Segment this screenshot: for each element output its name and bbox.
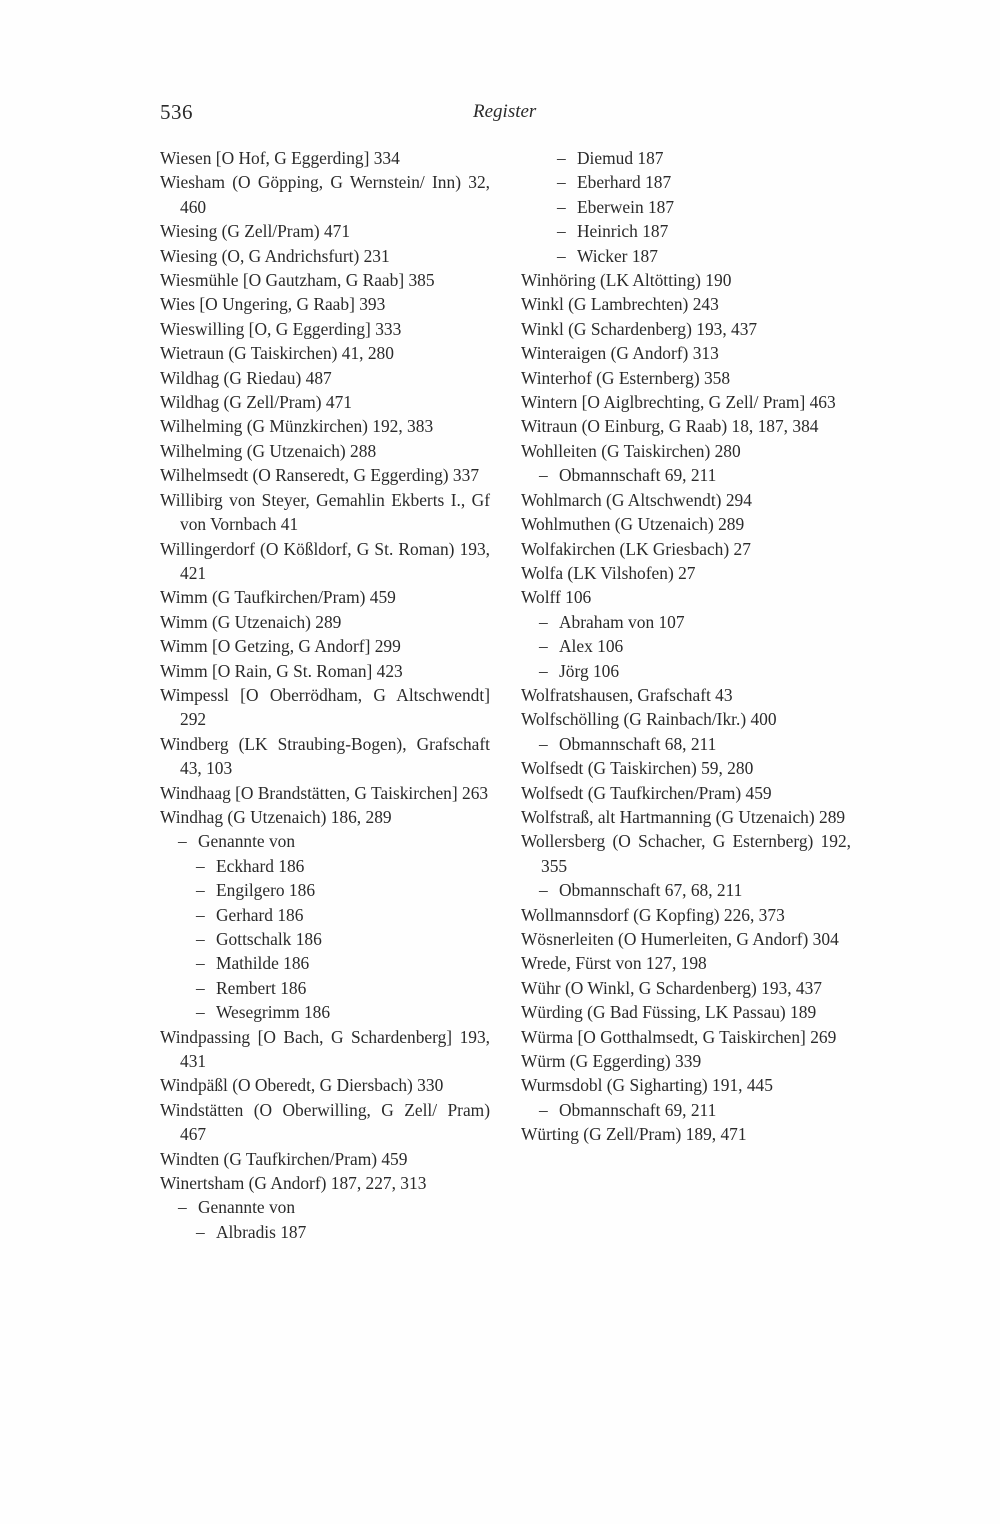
subentry-dash: – <box>539 465 548 486</box>
register-subentry <box>521 219 851 243</box>
entry-text: Wolfschölling (G Rainbach/Ikr.) 400 <box>521 709 777 730</box>
entry-text: Genannte von <box>198 831 296 852</box>
register-subentry <box>521 732 851 756</box>
register-subentry <box>521 195 851 219</box>
entry-text: Wühr (O Winkl, G Schardenberg) 193, 437 <box>521 977 822 998</box>
register-entry <box>521 1049 851 1073</box>
entry-text: Wiesen [O Hof, G Eggerding] 334 <box>160 148 400 168</box>
register-entry <box>160 317 490 341</box>
entry-text: Wösnerleiten (O Humerleiten, G Andorf) 304 <box>521 929 839 949</box>
register-entry <box>160 585 490 609</box>
register-subentry <box>160 1195 490 1219</box>
register-entry <box>521 317 851 341</box>
register-entry <box>521 805 851 829</box>
register-entry <box>521 1122 851 1146</box>
entry-text: Genannte von <box>198 1197 296 1218</box>
entry-text: Eckhard 186 <box>216 855 305 876</box>
entry-text: Alex 106 <box>559 636 624 657</box>
entry-text: Wurmsdobl (G Sigharting) 191, 445 <box>521 1075 773 1096</box>
register-entry <box>521 366 851 390</box>
register-entry <box>521 1073 851 1097</box>
entry-text: Wilhelmsedt (O Ranseredt, G Eggerding) 337 <box>160 465 480 486</box>
register-subentry <box>160 903 490 927</box>
register-subentry <box>160 927 490 951</box>
register-entry <box>160 659 490 683</box>
entry-text: Wilhelming (G Utzenaich) 288 <box>160 440 377 461</box>
subentry-dash: – <box>557 148 566 168</box>
subentry-dash: – <box>196 880 205 901</box>
entry-text: Abraham von 107 <box>559 611 685 632</box>
subentry-dash: – <box>196 977 205 998</box>
register-column-right <box>521 146 851 1147</box>
register-subentry <box>160 1000 490 1024</box>
entry-text: Winkl (G Lambrechten) 243 <box>521 294 719 315</box>
register-entry <box>521 707 851 731</box>
entry-text: Winkl (G Schardenberg) 193, 437 <box>521 318 758 339</box>
register-entry <box>521 903 851 927</box>
entry-text: Wolfsedt (G Taufkirchen/Pram) 459 <box>521 782 772 803</box>
register-entry <box>160 488 490 537</box>
entry-text: Eberwein 187 <box>577 196 675 217</box>
entry-text: Mathilde 186 <box>216 953 310 974</box>
entry-text: Wietraun (G Taiskirchen) 41, 280 <box>160 343 394 364</box>
entry-text: Winertsham (G Andorf) 187, 227, 313 <box>160 1173 427 1194</box>
register-entry <box>160 805 490 829</box>
entry-text: Wolfstraß, alt Hartmanning (G Utzenaich) 289 <box>521 806 846 827</box>
page-number: 536 <box>160 100 193 124</box>
subentry-dash: – <box>196 1221 205 1242</box>
entry-text: Wimm [O Rain, G St. Roman] 423 <box>160 660 403 681</box>
register-entry <box>160 341 490 365</box>
entry-text: Wohlmarch (G Altschwendt) 294 <box>521 489 752 510</box>
register-entry <box>521 1000 851 1024</box>
register-entry <box>160 414 490 438</box>
subentry-dash: – <box>178 831 187 852</box>
subentry-dash: – <box>557 245 566 266</box>
subentry-dash: – <box>196 855 205 876</box>
register-subentry <box>160 829 490 853</box>
entry-text: Winhöring (LK Altötting) 190 <box>521 270 732 291</box>
entry-text: Würding (G Bad Füssing, LK Passau) 189 <box>521 1002 817 1023</box>
register-subentry <box>160 878 490 902</box>
entry-text: Würm (G Eggerding) 339 <box>521 1051 702 1072</box>
entry-text: Wrede, Fürst von 127, 198 <box>521 953 707 974</box>
register-entry <box>160 610 490 634</box>
entry-text: Windberg (LK Straubing-Bogen), Grafschaft 43, 103 <box>160 733 490 779</box>
register-entry <box>160 634 490 658</box>
register-subentry <box>160 976 490 1000</box>
entry-text: Winterhof (G Esternberg) 358 <box>521 367 731 388</box>
entry-text: Willibirg von Steyer, Gemahlin Ekberts I., Gf von Vornbach 41 <box>160 489 490 535</box>
entry-text: Wieswilling [O, G Eggerding] 333 <box>160 318 402 339</box>
subentry-dash: – <box>196 929 205 949</box>
register-entry <box>160 390 490 414</box>
subentry-dash: – <box>557 221 566 242</box>
register-entry <box>160 1147 490 1171</box>
entry-text: Wollmannsdorf (G Kopfing) 226, 373 <box>521 904 785 925</box>
entry-text: Obmannschaft 69, 211 <box>559 465 717 486</box>
entry-text: Windten (G Taufkirchen/Pram) 459 <box>160 1148 408 1169</box>
register-entry <box>521 927 851 951</box>
subentry-dash: – <box>178 1197 187 1218</box>
entry-text: Wilhelming (G Münzkirchen) 192, 383 <box>160 416 434 437</box>
register-subentry <box>521 634 851 658</box>
entry-text: Gottschalk 186 <box>216 929 322 949</box>
register-entry <box>160 439 490 463</box>
register-entry <box>160 146 490 170</box>
entry-text: Albradis 187 <box>216 1221 307 1242</box>
register-column-left <box>160 146 490 1244</box>
running-head: Register <box>473 101 537 122</box>
entry-text: Winteraigen (G Andorf) 313 <box>521 343 719 364</box>
entry-text: Wolfratshausen, Grafschaft 43 <box>521 684 733 705</box>
register-subentry <box>521 659 851 683</box>
register-entry <box>521 537 851 561</box>
entry-text: Wolfakirchen (LK Griesbach) 27 <box>521 538 751 559</box>
entry-text: Wohlleiten (G Taiskirchen) 280 <box>521 440 741 461</box>
entry-text: Heinrich 187 <box>577 221 669 242</box>
entry-text: Obmannschaft 68, 211 <box>559 733 717 754</box>
register-entry <box>160 683 490 732</box>
entry-text: Windpassing [O Bach, G Schardenberg] 193, 431 <box>160 1026 490 1072</box>
entry-text: Wolff 106 <box>521 587 592 608</box>
entry-text: Windhag (G Utzenaich) 186, 289 <box>160 806 392 827</box>
register-entry <box>160 292 490 316</box>
register-subentry <box>521 244 851 268</box>
entry-text: Wesegrimm 186 <box>216 1002 331 1023</box>
entry-text: Würma [O Gotthalmsedt, G Taiskirchen] 269 <box>521 1026 837 1047</box>
subentry-dash: – <box>196 1002 205 1023</box>
entry-text: Wolfsedt (G Taiskirchen) 59, 280 <box>521 758 754 779</box>
entry-text: Windhaag [O Brandstätten, G Taiskirchen] 263 <box>160 782 489 803</box>
register-entry <box>521 756 851 780</box>
register-entry <box>521 268 851 292</box>
register-entry <box>521 1025 851 1049</box>
entry-text: Witraun (O Einburg, G Raab) 18, 187, 384 <box>521 416 819 437</box>
register-subentry <box>521 610 851 634</box>
register-entry <box>521 414 851 438</box>
subentry-dash: – <box>539 660 548 681</box>
subentry-dash: – <box>196 953 205 974</box>
entry-text: Obmannschaft 67, 68, 211 <box>559 880 743 901</box>
entry-text: Wimm (G Taufkirchen/Pram) 459 <box>160 587 396 608</box>
register-entry <box>160 1098 490 1147</box>
register-entry <box>521 829 851 878</box>
entry-text: Wiesmühle [O Gautzham, G Raab] 385 <box>160 270 435 291</box>
subentry-dash: – <box>557 196 566 217</box>
entry-text: Wolfa (LK Vilshofen) 27 <box>521 562 696 583</box>
entry-text: Wiesing (O, G Andrichsfurt) 231 <box>160 245 390 266</box>
register-entry <box>521 561 851 585</box>
entry-text: Windpäßl (O Oberedt, G Diersbach) 330 <box>160 1075 444 1096</box>
register-entry <box>521 341 851 365</box>
register-entry <box>521 781 851 805</box>
register-entry <box>521 512 851 536</box>
register-subentry <box>160 854 490 878</box>
register-entry <box>160 366 490 390</box>
entry-text: Wintern [O Aiglbrechting, G Zell/ Pram] 463 <box>521 392 836 413</box>
register-entry <box>160 244 490 268</box>
entry-text: Wildhag (G Zell/Pram) 471 <box>160 392 353 413</box>
register-subentry <box>521 1098 851 1122</box>
register-entry <box>521 585 851 609</box>
register-subentry <box>160 1220 490 1244</box>
entry-text: Wildhag (G Riedau) 487 <box>160 367 332 388</box>
entry-text: Würting (G Zell/Pram) 189, 471 <box>521 1124 747 1145</box>
subentry-dash: – <box>557 172 566 193</box>
register-entry <box>160 1073 490 1097</box>
register-entry <box>521 390 851 414</box>
entry-text: Wohlmuthen (G Utzenaich) 289 <box>521 514 745 535</box>
register-entry <box>521 683 851 707</box>
register-entry <box>521 439 851 463</box>
entry-text: Rembert 186 <box>216 977 307 998</box>
subentry-dash: – <box>539 880 548 901</box>
register-subentry <box>160 951 490 975</box>
register-entry <box>521 951 851 975</box>
entry-text: Engilgero 186 <box>216 880 316 901</box>
register-entry <box>160 537 490 586</box>
register-entry <box>160 268 490 292</box>
entry-text: Wiesing (G Zell/Pram) 471 <box>160 221 351 242</box>
register-entry <box>160 170 490 219</box>
entry-text: Wollersberg (O Schacher, G Esternberg) 192, 355 <box>521 831 851 876</box>
register-entry <box>521 292 851 316</box>
register-subentry <box>521 170 851 194</box>
entry-text: Eberhard 187 <box>577 172 672 193</box>
entry-text: Obmannschaft 69, 211 <box>559 1099 717 1120</box>
entry-text: Wimm (G Utzenaich) 289 <box>160 611 342 632</box>
subentry-dash: – <box>196 904 205 925</box>
entry-text: Wiesham (O Göpping, G Wernstein/ Inn) 32, 460 <box>160 172 490 217</box>
register-subentry <box>521 463 851 487</box>
register-entry <box>160 463 490 487</box>
subentry-dash: – <box>539 733 548 754</box>
entry-text: Willingerdorf (O Kößldorf, G St. Roman) 193, 421 <box>160 538 490 583</box>
entry-text: Wimm [O Getzing, G Andorf] 299 <box>160 636 401 657</box>
register-entry <box>521 488 851 512</box>
entry-text: Wimpessl [O Oberrödham, G Altschwendt] 292 <box>160 684 490 730</box>
subentry-dash: – <box>539 1099 548 1120</box>
register-entry <box>160 781 490 805</box>
register-entry <box>521 976 851 1000</box>
register-entry <box>160 1025 490 1074</box>
entry-text: Gerhard 186 <box>216 904 304 925</box>
entry-text: Windstätten (O Oberwilling, G Zell/ Pram) 467 <box>160 1099 490 1145</box>
register-subentry <box>521 878 851 902</box>
register-entry <box>160 732 490 781</box>
entry-text: Wies [O Ungering, G Raab] 393 <box>160 294 386 315</box>
subentry-dash: – <box>539 636 548 657</box>
register-entry <box>160 219 490 243</box>
entry-text: Jörg 106 <box>559 660 620 681</box>
register-subentry <box>521 146 851 170</box>
entry-text: Diemud 187 <box>577 148 664 168</box>
subentry-dash: – <box>539 611 548 632</box>
entry-text: Wicker 187 <box>577 245 658 266</box>
register-entry <box>160 1171 490 1195</box>
